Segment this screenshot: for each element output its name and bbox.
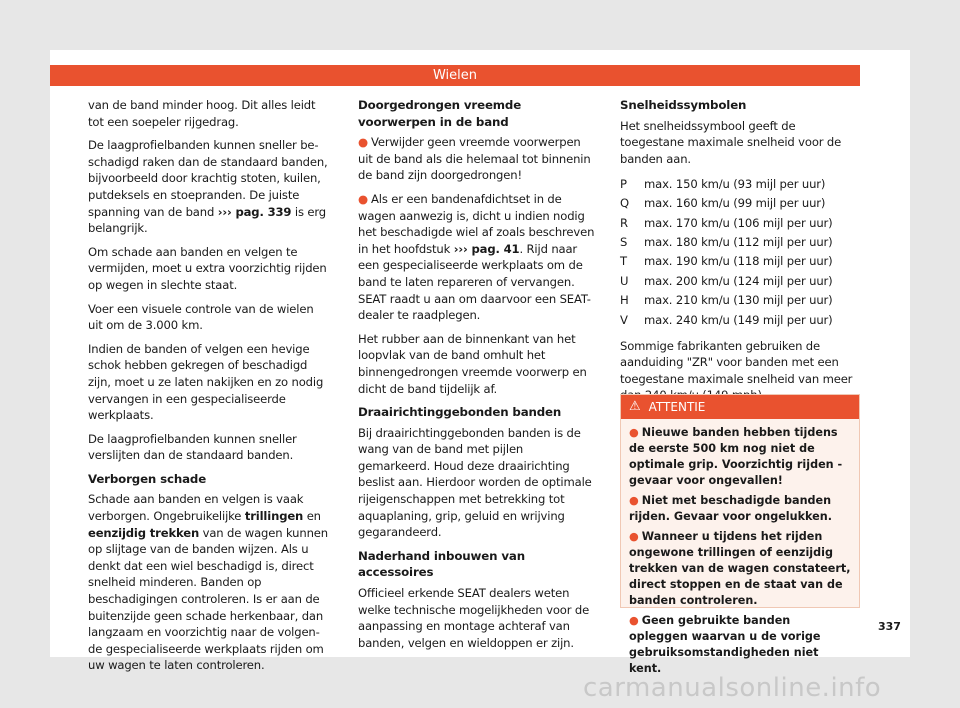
- paragraph: [88, 491, 328, 674]
- speed-letter: V: [620, 312, 628, 327]
- column-middle: [358, 97, 598, 658]
- text: Geen gebruikte banden opleggen waarvan u de vorige gebruiksomstandigheden niet kent.: [629, 614, 821, 675]
- warning-body: [621, 419, 859, 677]
- paragraph: [88, 137, 328, 237]
- warning-item: [629, 493, 851, 525]
- speed-letter: T: [620, 254, 627, 269]
- speed-value: max. 160 km/u (99 mijl per uur): [644, 196, 826, 211]
- warning-box: [620, 394, 860, 675]
- warning-item: [629, 425, 851, 489]
- text: Nieuwe banden hebben tijdens de eerste 500 km nog niet de optimale grip. Voorzichtig rijden - gevaar voor ongevallen!: [629, 426, 843, 487]
- paragraph: Officieel erkende SEAT dealers weten welke technische mogelijkheden voor de aanpassing en montage achteraf van banden, velgen en wieldoppen er zijn.: [358, 586, 590, 650]
- text: . Rijd naar een gespecialiseerde werkplaats om de band te laten repareren of vervangen. SEAT raadt u aan om daarvoor een SEAT-dealer te raadplegen.: [358, 241, 591, 323]
- speed-value: max. 200 km/u (124 mijl per uur): [644, 273, 833, 288]
- warning-title: ATTENTIE: [648, 400, 706, 414]
- list-item: [620, 291, 860, 310]
- text: Niet met beschadigde banden rijden. Gevaar voor ongelukken.: [629, 494, 832, 523]
- subheading-foreign-objects: Doorgedrongen vreemde voorwerpen in de band: [358, 98, 522, 129]
- text: Als er een bandenafdichtset in de wagen aanwezig is, dicht u indien nodig het beschadigde wiel af zoals beschreven in het hoofdstuk: [358, 191, 595, 256]
- bullet-icon: ●: [629, 530, 639, 543]
- text: en: [303, 509, 321, 524]
- watermark: carmanualsonline.info: [583, 673, 882, 703]
- text: De laagprofielbanden kunnen sneller beschadigd raken dan de standaard banden, bijvoorbeeld door krachtig stoten, kuilen, putdeksels en stoepranden. De juiste spanning van de band: [88, 138, 328, 219]
- warning-header: [621, 395, 859, 419]
- column-right: [620, 97, 860, 411]
- paragraph: Indien de banden of velgen een hevige schok hebben gekregen of beschadigd zijn, moet u ze laten nakijken en zo nodig vervangen in een gespecialiseerde werkplaats.: [88, 341, 324, 423]
- warning-item: [629, 613, 851, 677]
- paragraph: Voer een visuele controle van de wielen uit om de 3.000 km.: [88, 301, 314, 333]
- speed-value: max. 180 km/u (112 mijl per uur): [644, 234, 833, 249]
- column-left: [88, 97, 328, 681]
- paragraph: Het rubber aan de binnenkant van het loopvlak van de band omhult het binnengedrongen vreemde voorwerp en dicht de band tijdelijk af.: [358, 331, 587, 396]
- text: Wanneer u tijdens het rijden ongewone trillingen of eenzijdig trekken van de wagen constateert, direct stoppen en de staat van de banden controleren.: [629, 530, 851, 607]
- speed-value: max. 240 km/u (149 mijl per uur): [644, 312, 833, 327]
- text: van de wagen kunnen op slijtage van de banden wijzen. Als u denkt dat een wiel beschadigd is, direct snelheid minderen. Banden op beschadigingen controleren. Is er aan de buitenzijde geen schade herkenbaar, dan langzaam en voorzichtig naar de volgende gespecialiseerde werkplaats rijden om uw wagen te laten controleren.: [88, 525, 328, 673]
- speed-letter: P: [620, 176, 627, 191]
- warning-item: [629, 529, 851, 609]
- bullet-icon: ●: [629, 614, 639, 627]
- speed-value: max. 210 km/u (130 mijl per uur): [644, 293, 833, 308]
- emphasis: trillingen: [244, 509, 304, 524]
- subheading-speed-symbols: Snelheidssymbolen: [620, 98, 747, 112]
- list-item: [620, 174, 860, 193]
- section-header: Wielen: [50, 65, 860, 86]
- list-item: [620, 213, 860, 232]
- list-item: [620, 310, 860, 329]
- text: Schade aan banden en velgen is vaak verborgen. Ongebruikelijke: [88, 492, 304, 524]
- subheading-directional-tyres: Draairichtinggebonden banden: [358, 405, 562, 420]
- text: Verwijder geen vreemde voorwerpen uit de band als die helemaal tot binnenin de band zijn doorgedrongen!: [358, 135, 591, 183]
- list-item: [620, 271, 860, 290]
- paragraph: Het snelheidssymbool geeft de toegestane maximale snelheid voor de banden aan.: [620, 118, 842, 166]
- speed-value: max. 150 km/u (93 mijl per uur): [644, 176, 826, 191]
- paragraph: Om schade aan banden en velgen te vermijden, moet u extra voorzichtig rijden op wegen in slechte staat.: [88, 244, 327, 292]
- list-item: [620, 233, 860, 252]
- paragraph: van de band minder hoog. Dit alles leidt tot een soepeler rijgedrag.: [88, 98, 316, 129]
- bullet-icon: ●: [358, 135, 368, 150]
- paragraph: Bij draairichtinggebonden banden is de wang van de band met pijlen gemarkeerd. Houd deze draairichting beslist aan. Hierdoor worden de optimale rijeigenschappen met betrekking tot aquaplaning, grip, geluid en wrijving gegarandeerd.: [358, 425, 592, 540]
- text: is erg belangrijk.: [88, 204, 326, 236]
- list-item: [620, 194, 860, 213]
- page-reference-link[interactable]: ››› pag. 41: [453, 241, 520, 256]
- bullet-item: [358, 191, 598, 324]
- emphasis: eenzijdig trekken: [88, 525, 200, 540]
- paragraph: Sommige fabrikanten gebruiken de aanduiding "ZR" voor banden met een toegestane maximale snelheid van meer: [620, 338, 853, 386]
- paragraph: De laagprofielbanden kunnen sneller verslijten dan de standaard banden.: [88, 431, 297, 463]
- speed-letter: R: [620, 215, 628, 230]
- speed-value: max. 170 km/u (106 mijl per uur): [644, 215, 833, 230]
- speed-symbol-list: [620, 174, 860, 329]
- bullet-item: [358, 134, 598, 184]
- bullet-icon: ●: [629, 426, 639, 439]
- subheading-accessories: Naderhand inbouwen van accessoires: [358, 548, 525, 580]
- speed-letter: Q: [620, 196, 629, 211]
- speed-letter: H: [620, 293, 629, 308]
- speed-letter: S: [620, 234, 628, 249]
- speed-letter: U: [620, 273, 629, 288]
- page-number: 337: [878, 620, 901, 633]
- subheading-hidden-damage: Verborgen schade: [88, 471, 207, 486]
- list-item: [620, 252, 860, 271]
- page-reference-link[interactable]: ››› pag. 339: [217, 204, 292, 219]
- speed-value: max. 190 km/u (118 mijl per uur): [644, 254, 833, 269]
- bullet-icon: ●: [358, 191, 368, 206]
- bullet-icon: ●: [629, 494, 639, 507]
- warning-triangle-icon: ⚠: [629, 399, 641, 414]
